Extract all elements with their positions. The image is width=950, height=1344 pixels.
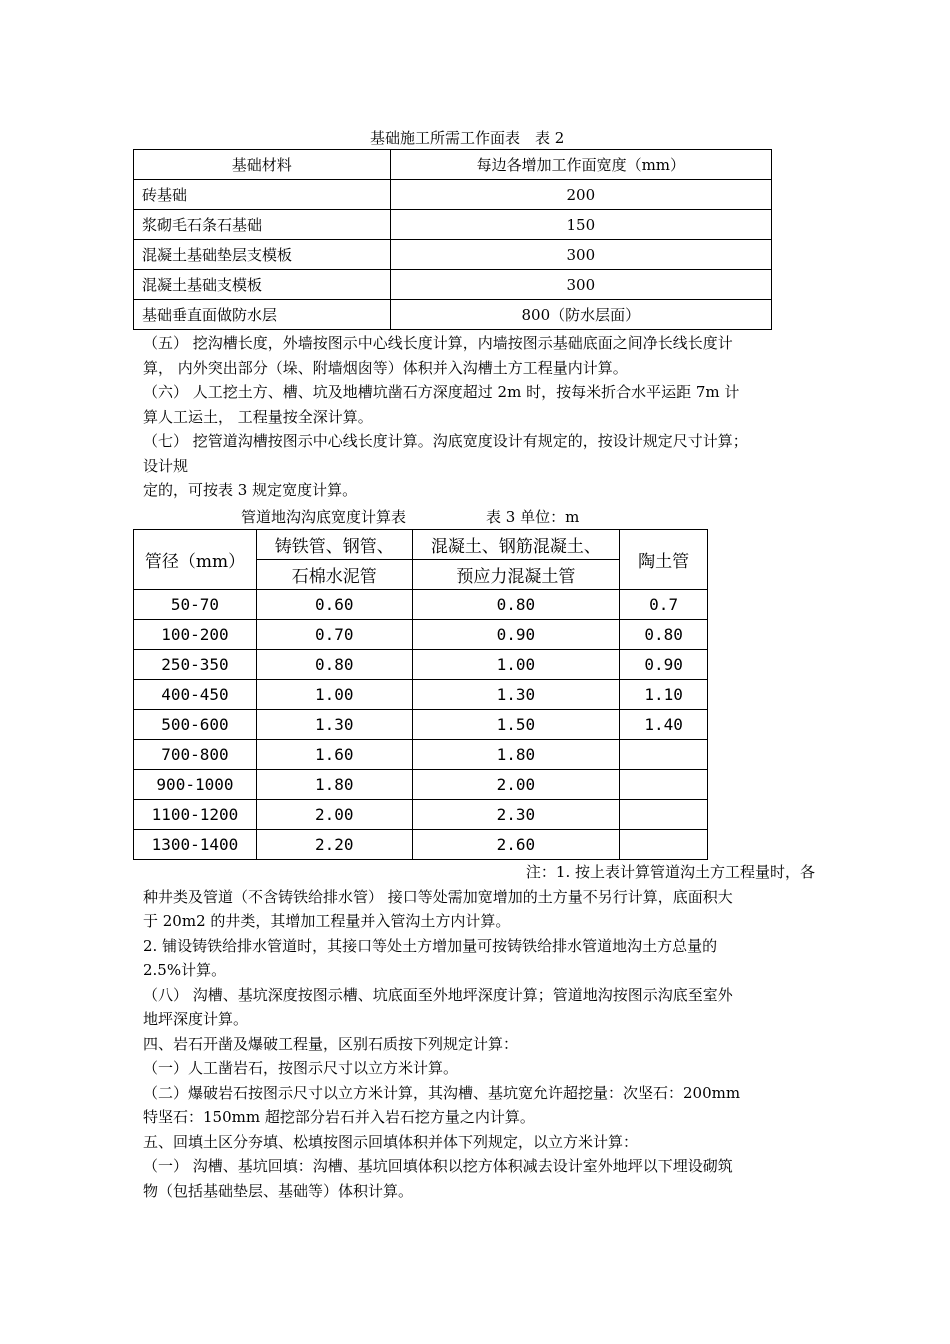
- table3-unit: 表 3 单位：m: [486, 508, 580, 526]
- text-line: （六） 人工挖土方、槽、坑及地槽坑凿石方深度超过 2m 时，按每米折合水平运距 7m 计: [143, 383, 740, 401]
- text-line: （一） 沟槽、基坑回填：沟槽、基坑回填体积以挖方体积减去设计室外地坪以下埋设砌筑: [143, 1157, 733, 1175]
- width-cell: 150: [390, 210, 771, 240]
- table-row: [134, 830, 708, 860]
- clay-cell: 1.40: [620, 710, 708, 740]
- cast-iron-cell: 1.80: [256, 770, 412, 800]
- text-line: 地坪深度计算。: [143, 1010, 249, 1028]
- material-cell: 混凝土基础支模板: [134, 270, 391, 300]
- concrete-cell: 2.00: [412, 770, 620, 800]
- clay-cell: 0.80: [620, 620, 708, 650]
- concrete-cell: 1.00: [412, 650, 620, 680]
- width-cell: 800（防水层面）: [390, 300, 771, 330]
- header-cell: 混凝土、钢筋混凝土、: [412, 530, 620, 560]
- text-line: 定的，可按表 3 规定宽度计算。: [143, 481, 358, 499]
- text-line: （五） 挖沟槽长度，外墙按图示中心线长度计算，内墙按图示基础底面之间净长线长度计: [143, 334, 733, 352]
- diameter-cell: 1300-1400: [134, 830, 257, 860]
- text-line: （二）爆破岩石按图示尺寸以立方米计算，其沟槽、基坑宽允许超挖量：次坚石：200mm: [143, 1083, 741, 1102]
- table-row: [134, 800, 708, 830]
- text-line: （七） 挖管道沟槽按图示中心线长度计算。沟底宽度设计有规定的，按设计规定尺寸计算；: [143, 432, 748, 450]
- text-line: 注：1. 按上表计算管道沟土方工程量时，各: [525, 863, 815, 881]
- text-line: 算人工运土， 工程量按全深计算。: [143, 407, 373, 426]
- clay-cell: [620, 770, 708, 800]
- diameter-cell: 700-800: [134, 740, 257, 770]
- table-row: [134, 180, 772, 210]
- clay-cell: 1.10: [620, 680, 708, 710]
- width-cell: 300: [390, 240, 771, 270]
- concrete-cell: 0.80: [412, 590, 620, 620]
- text-line: 2.5%计算。: [143, 961, 227, 979]
- table-row: [134, 240, 772, 270]
- clay-cell: [620, 830, 708, 860]
- diameter-cell: 1100-1200: [134, 800, 257, 830]
- text-line: 算， 内外突出部分（垛、附墙烟囱等）体积并入沟槽土方工程量内计算。: [143, 358, 628, 377]
- table-row: [134, 270, 772, 300]
- width-cell: 300: [390, 270, 771, 300]
- cast-iron-cell: 2.00: [256, 800, 412, 830]
- table-header-row: [134, 530, 708, 560]
- table-row: [134, 650, 708, 680]
- cast-iron-cell: 1.00: [256, 680, 412, 710]
- table-row: [134, 300, 772, 330]
- table-row: [134, 680, 708, 710]
- width-cell: 200: [390, 180, 771, 210]
- table3-caption: 管道地沟沟底宽度计算表: [241, 508, 407, 526]
- paragraph-wu: [143, 331, 815, 380]
- header-cell: 管径（mm）: [134, 530, 257, 590]
- header-cell: 陶土管: [620, 530, 708, 590]
- header-cell: 基础材料: [134, 150, 391, 180]
- notes-section: [143, 860, 815, 1203]
- table-row: [134, 740, 708, 770]
- diameter-cell: 250-350: [134, 650, 257, 680]
- paragraph-qi: [143, 429, 815, 503]
- text-line: （八） 沟槽、基坑深度按图示槽、坑底面至外地坪深度计算；管道地沟按图示沟底至室外: [143, 985, 733, 1004]
- cast-iron-cell: 0.70: [256, 620, 412, 650]
- text-line: 特坚石：150mm 超挖部分岩石并入岩石挖方量之内计算。: [143, 1108, 535, 1126]
- text-line: 于 20m2 的井类，其增加工程量并入管沟土方内计算。: [143, 912, 511, 930]
- cast-iron-cell: 1.30: [256, 710, 412, 740]
- header-cell: 预应力混凝土管: [412, 560, 620, 590]
- cast-iron-cell: 0.80: [256, 650, 412, 680]
- header-cell: 铸铁管、钢管、: [256, 530, 412, 560]
- table-row: [134, 210, 772, 240]
- material-cell: 基础垂直面做防水层: [134, 300, 391, 330]
- text-line: 设计规: [143, 456, 189, 475]
- diameter-cell: 500-600: [134, 710, 257, 740]
- clay-cell: [620, 740, 708, 770]
- concrete-cell: 0.90: [412, 620, 620, 650]
- cast-iron-cell: 1.60: [256, 740, 412, 770]
- diameter-cell: 400-450: [134, 680, 257, 710]
- concrete-cell: 2.30: [412, 800, 620, 830]
- text-line: 物（包括基础垫层、基础等）体积计算。: [143, 1181, 414, 1200]
- header-cell: 石棉水泥管: [256, 560, 412, 590]
- clay-cell: 0.90: [620, 650, 708, 680]
- material-cell: 浆砌毛石条石基础: [134, 210, 391, 240]
- diameter-cell: 100-200: [134, 620, 257, 650]
- paragraph-liu: [143, 380, 815, 429]
- table-row: [134, 590, 708, 620]
- cast-iron-cell: 2.20: [256, 830, 412, 860]
- concrete-cell: 1.80: [412, 740, 620, 770]
- table3: [133, 529, 708, 860]
- material-cell: 混凝土基础垫层支模板: [134, 240, 391, 270]
- header-cell: 每边各增加工作面宽度（mm）: [390, 150, 771, 180]
- material-cell: 砖基础: [134, 180, 391, 210]
- text-line: 2. 铺设铸铁给排水管道时，其接口等处土方增加量可按铸铁给排水管道地沟土方总量的: [143, 936, 718, 955]
- text-line: 种井类及管道（不含铸铁给排水管） 接口等处需加宽增加的土方量不另行计算，底面积大: [143, 887, 733, 906]
- concrete-cell: 2.60: [412, 830, 620, 860]
- concrete-cell: 1.50: [412, 710, 620, 740]
- diameter-cell: 900-1000: [134, 770, 257, 800]
- concrete-cell: 1.30: [412, 680, 620, 710]
- table2-caption: 基础施工所需工作面表 表 2: [370, 129, 565, 147]
- text-line: 五、回填土区分夯填、松填按图示回填体积并体下列规定，以立方米计算：: [143, 1132, 639, 1151]
- cast-iron-cell: 0.60: [256, 590, 412, 620]
- text-line: （一）人工凿岩石，按图示尺寸以立方米计算。: [143, 1059, 459, 1077]
- table-row: [134, 620, 708, 650]
- table-row: [134, 710, 708, 740]
- clay-cell: [620, 800, 708, 830]
- table2: [133, 149, 772, 330]
- diameter-cell: 50-70: [134, 590, 257, 620]
- table-row: [134, 770, 708, 800]
- table-header-row: [134, 150, 772, 180]
- clay-cell: 0.7: [620, 590, 708, 620]
- text-line: 四、岩石开凿及爆破工程量，区别石质按下列规定计算：: [143, 1034, 519, 1053]
